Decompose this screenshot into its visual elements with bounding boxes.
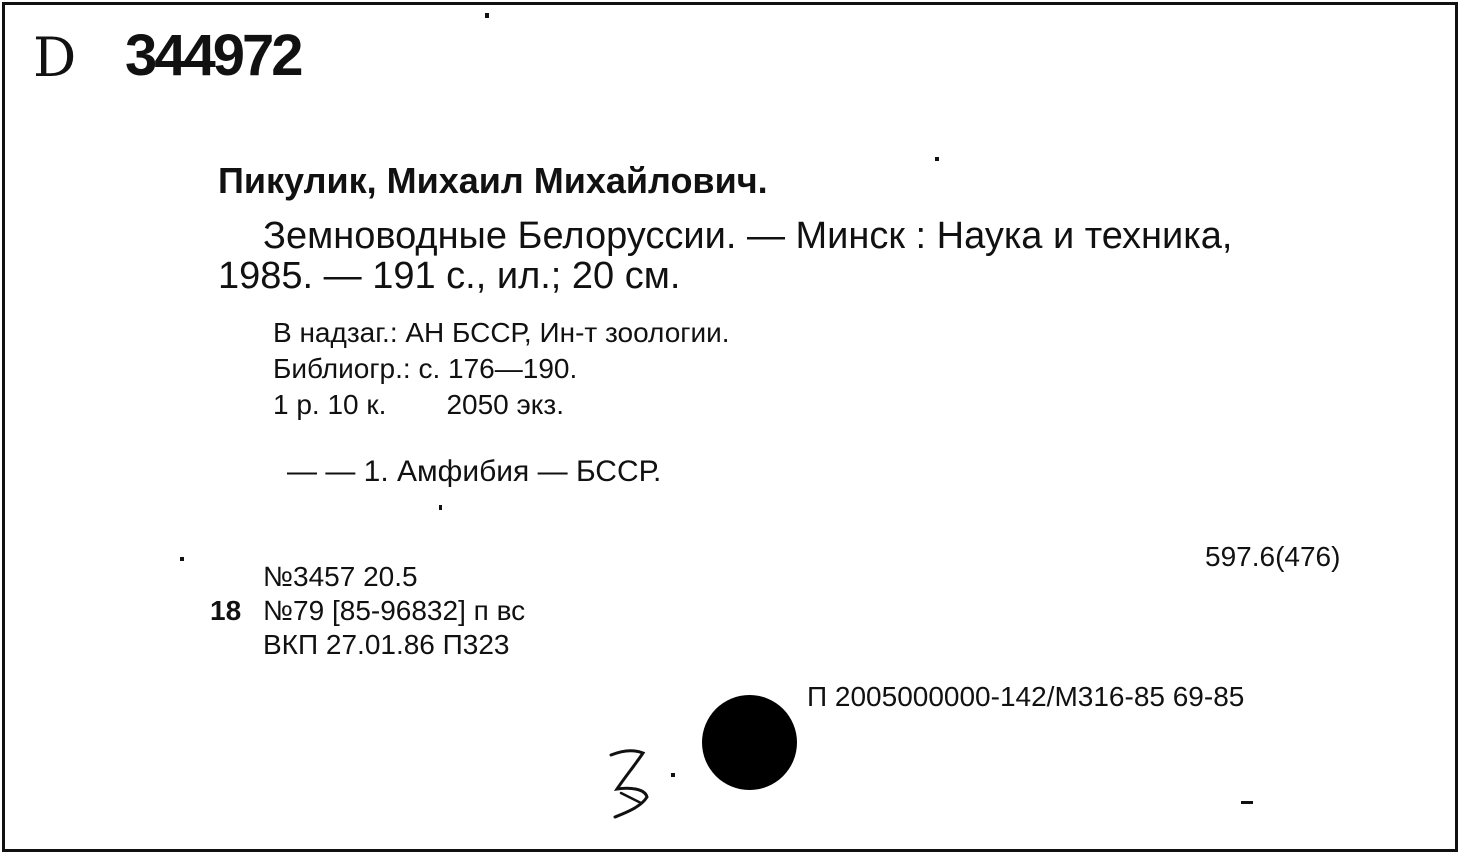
service-block	[263, 560, 525, 662]
service-prefix: 18	[210, 595, 242, 626]
title-line-1: Земноводные Белоруссии. — Минск : Наука и техника,	[263, 215, 1233, 257]
copies: 2050 экз.	[446, 389, 564, 420]
speck	[1241, 801, 1253, 804]
service-line-2: №79 [85-96832] п вс	[263, 595, 526, 626]
speck	[180, 557, 184, 561]
price-line	[273, 387, 730, 423]
author-heading: Пикулик, Михаил Михайлович.	[218, 160, 768, 201]
speck	[935, 157, 939, 161]
notes-block	[273, 315, 730, 423]
speck	[671, 773, 675, 777]
speck	[485, 13, 489, 18]
price: 1 р. 10 к.	[273, 389, 387, 420]
handwritten-mark-icon	[601, 743, 661, 833]
catalog-card	[2, 2, 1458, 852]
publication-code: П 2005000000-142/М316-85 69-85	[807, 681, 1245, 712]
heading-note: В надзаг.: АН БССР, Ин-т зоологии.	[273, 317, 730, 348]
speck	[439, 505, 442, 510]
bibliography-note: Библиогр.: с. 176—190.	[273, 353, 578, 384]
subject-heading: — — 1. Амфибия — БССР.	[287, 455, 662, 488]
service-line-3: ВКП 27.01.86 П323	[263, 629, 510, 660]
title-line-2: 1985. — 191 с., ил.; 20 см.	[218, 255, 681, 297]
card-id-number: 344972	[125, 23, 301, 88]
udc-index: 597.6(476)	[1205, 541, 1341, 572]
service-line-1: №3457 20.5	[263, 561, 418, 592]
punch-hole-dot	[702, 695, 797, 790]
card-id-letter: D	[33, 26, 77, 89]
